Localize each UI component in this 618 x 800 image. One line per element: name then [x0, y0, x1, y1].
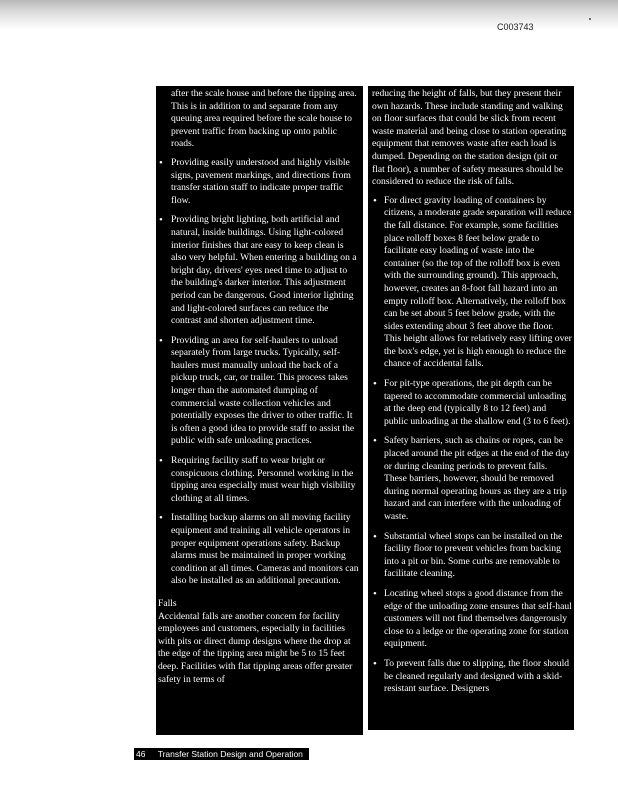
left-bullet-item: • Installing backup alarms on all moving facility equipment and training all vehicle operators in proper equipment operations safety. Backup alarms must be maintained in proper working condition at all times. Cameras and monitors can also be installed as an additional precaution.: [156, 512, 359, 588]
right-bullet-list: [370, 195, 572, 696]
right-bullet-item: • Substantial wheel stops can be installed on the facility floor to prevent vehicles from backing into a pit or bin. Some curbs are removable to facilitate cleaning.: [370, 531, 572, 581]
right-bullet-item: • For pit-type operations, the pit depth can be tapered to accommodate commercial unloading at the deep end (typically 8 to 12 feet) and public unloading at the shallow end (3 to 6 feet).: [370, 378, 572, 428]
page-number: 46: [136, 749, 146, 759]
right-lead-paragraph: reducing the height of falls, but they present their own hazards. These include standing and walking on floor surfaces that could be slick from recent waste material and being close to station operating equipment that removes waste after each load is dumped. Depending on the station design (pit or flat floor), a number of safety measures should be considered to reduce the risk of falls.: [372, 88, 567, 188]
page-footer: [134, 748, 309, 760]
left-bullet-item: • Providing an area for self-haulers to unload separately from large trucks. Typically, self-haulers must manually unload the back of a pickup truck, car, or trailer. This process takes longer than the automated dumping of commercial waste collection vehicles and potentially exposes the driver to other traffic. It is often a good idea to provide staff to assist the public with safe unloading practices.: [156, 335, 359, 448]
left-column: [156, 86, 363, 735]
left-lead-paragraph: after the scale house and before the tipping area. This is in addition to and separate from any queuing area required before the scale house to prevent traffic from backing up onto public roads.: [171, 88, 357, 150]
scan-speck: [589, 18, 591, 20]
falls-heading: Falls: [158, 597, 177, 609]
right-column: [368, 86, 574, 730]
right-bullet-item: • To prevent falls due to slipping, the floor should be cleaned regularly and designed with a skid-resistant surface. Designers: [370, 658, 572, 696]
left-bullet-list: [156, 157, 359, 588]
right-bullet-item: • Locating wheel stops a good distance from the edge of the unloading zone ensures that self-haul customers will not find themselves dangerously close to a ledge or the operating zone for station equipment.: [370, 588, 572, 651]
falls-paragraph: Accidental falls are another concern for facility employees and customers, especially in facilities with pits or direct dump designs where the drop at the edge of the tipping area might be 5 to 15 feet deep. Facilities with flat tipping areas offer greater safety in terms of: [158, 610, 353, 685]
left-bullet-item: • Providing easily understood and highly visible signs, pavement markings, and directions from transfer station staff to indicate proper traffic flow.: [156, 157, 359, 207]
left-bullet-item: • Providing bright lighting, both artificial and natural, inside buildings. Using light-colored interior finishes that are easy to keep clean is also very helpful. When entering a building on a bright day, drivers' eyes need time to adjust to the building's darker interior. This adjustment period can be dangerous. Good interior lighting and light-colored surfaces can reduce the contrast and shorten adjustment time.: [156, 214, 359, 327]
left-bullet-item: • Requiring facility staff to wear bright or conspicuous clothing. Personnel working in the tipping area especially must wear high visibility clothing at all times.: [156, 455, 359, 505]
right-bullet-item: • Safety barriers, such as chains or ropes, can be placed around the pit edges at the end of the day or during cleaning periods to prevent falls. These barriers, however, should be removed during normal operating hours as they are a trip hazard and can interfere with the unloading of waste.: [370, 435, 572, 523]
right-bullet-item: • For direct gravity loading of containers by citizens, a moderate grade separation will reduce the fall distance. For example, some facilities place rolloff boxes 8 feet below grade to facilitate easy loading of waste into the container (so the top of the rolloff box is even with the surrounding ground). This approach, however, creates an 8-foot fall hazard into an empty rolloff box. Alternatively, the rolloff box can be set about 5 feet below grade, with the sides extending about 3 feet above the floor. This height allows for relatively easy lifting over the box's edge, yet is high enough to reduce the chance of accidental falls.: [370, 195, 572, 371]
publication-title: Transfer Station Design and Operation: [157, 749, 303, 759]
document-id: C003743: [497, 22, 534, 32]
